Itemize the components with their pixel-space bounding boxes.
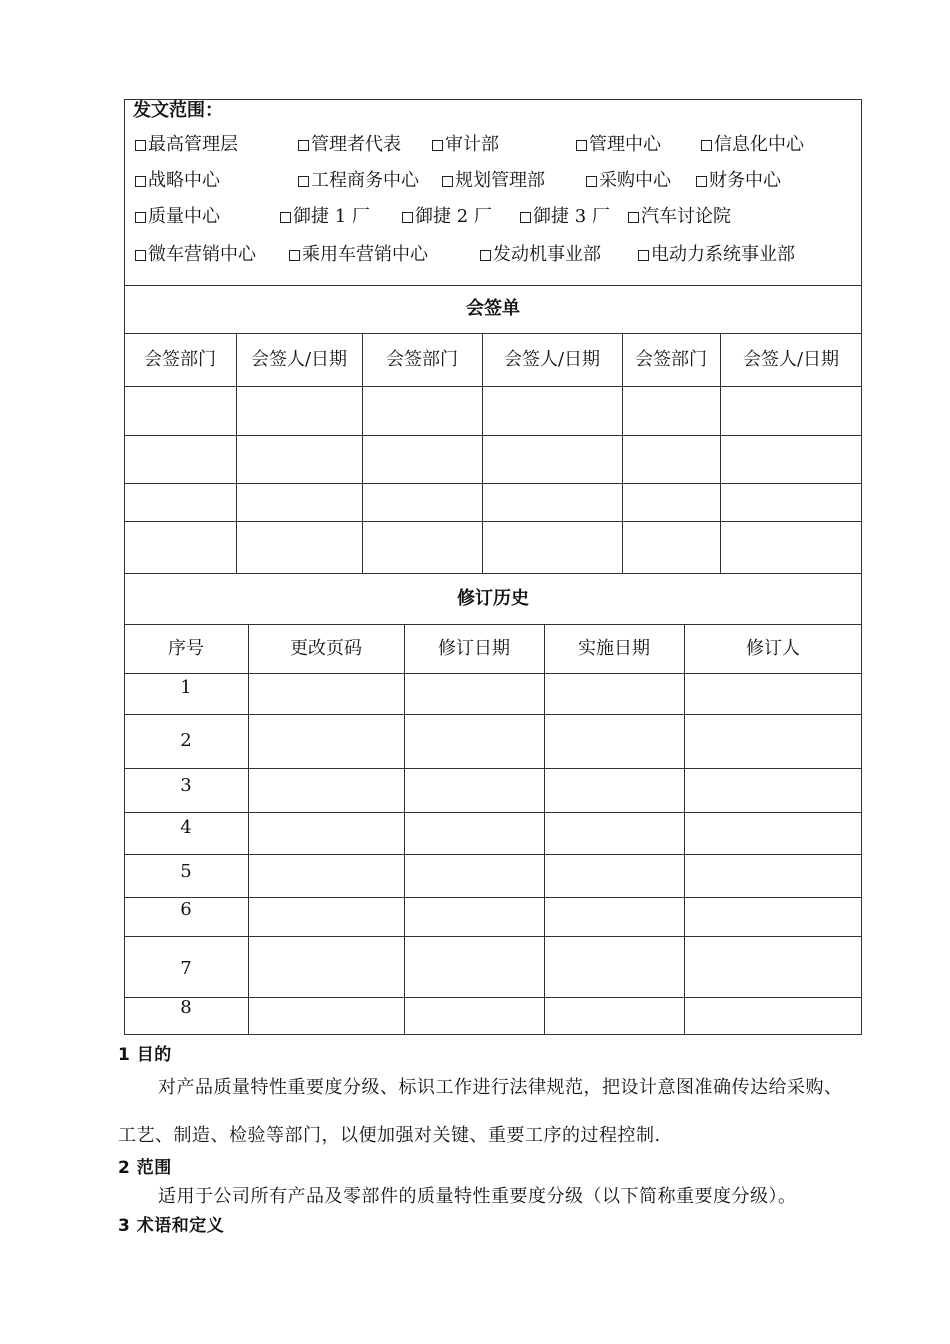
checkbox-item[interactable]: 质量中心 (135, 206, 220, 228)
checkbox-icon[interactable] (298, 140, 309, 151)
revision-row-number: 5 (180, 861, 192, 882)
checkbox-icon[interactable] (480, 250, 491, 261)
divider (124, 812, 862, 813)
distribution-title: 发文范围： (133, 100, 223, 121)
revision-header: 更改页码 (290, 638, 362, 659)
checkbox-item[interactable]: 发动机事业部 (480, 244, 601, 266)
checkbox-icon[interactable] (520, 212, 531, 223)
checkbox-item[interactable]: 御捷 3 厂 (520, 206, 610, 228)
divider (248, 624, 249, 1035)
checkbox-icon[interactable] (135, 140, 146, 151)
checkbox-icon[interactable] (696, 176, 707, 187)
revision-row-number: 7 (180, 958, 192, 979)
checkbox-item[interactable]: 微车营销中心 (135, 244, 256, 266)
divider (544, 624, 545, 1035)
revision-row-number: 3 (180, 775, 192, 796)
checkbox-item[interactable]: 战略中心 (135, 170, 220, 192)
checkbox-icon[interactable] (135, 250, 146, 261)
checkbox-item[interactable]: 财务中心 (696, 170, 781, 192)
section-1-title: 1 目的 (118, 1045, 172, 1065)
revision-row-number: 2 (180, 730, 192, 751)
checkbox-icon[interactable] (638, 250, 649, 261)
section-2-title: 2 范围 (118, 1158, 172, 1178)
divider (124, 936, 862, 937)
checkbox-item[interactable]: 管理者代表 (298, 134, 401, 156)
checkbox-icon[interactable] (402, 212, 413, 223)
checkbox-item[interactable]: 电动力系统事业部 (638, 244, 795, 266)
divider (124, 897, 862, 898)
checkbox-icon[interactable] (135, 212, 146, 223)
section-1-text: 对产品质量特性重要度分级、标识工作进行法律规范，把设计意图准确传达给采购、 (158, 1077, 843, 1098)
section-2-text: 适用于公司所有产品及零部件的质量特性重要度分级（以下简称重要度分级）。 (158, 1186, 797, 1207)
divider (124, 714, 862, 715)
divider (124, 624, 862, 625)
revision-header: 实施日期 (578, 638, 650, 659)
checkbox-item[interactable]: 信息化中心 (701, 134, 804, 156)
checkbox-item[interactable]: 御捷 2 厂 (402, 206, 492, 228)
divider (124, 673, 862, 674)
checkbox-icon[interactable] (289, 250, 300, 261)
section-1-text: 工艺、制造、检验等部门，以便加强对关键、重要工序的过程控制. (118, 1125, 661, 1146)
checkbox-icon[interactable] (576, 140, 587, 151)
countersign-header: 会签部门 (144, 349, 216, 370)
checkbox-item[interactable]: 御捷 1 厂 (280, 206, 370, 228)
countersign-title: 会签单 (466, 298, 520, 319)
checkbox-icon[interactable] (442, 176, 453, 187)
revision-header: 修订日期 (438, 638, 510, 659)
divider (404, 624, 405, 1035)
checkbox-item[interactable]: 汽车讨论院 (628, 206, 731, 228)
checkbox-item[interactable]: 最高管理层 (135, 134, 238, 156)
checkbox-item[interactable]: 规划管理部 (442, 170, 545, 192)
divider (684, 624, 685, 1035)
revision-header: 序号 (168, 638, 204, 659)
revision-row-number: 1 (180, 677, 192, 698)
divider (124, 573, 862, 574)
divider (124, 333, 862, 334)
checkbox-item[interactable]: 乘用车营销中心 (289, 244, 428, 266)
countersign-header: 会签人/日期 (503, 349, 601, 370)
countersign-header: 会签人/日期 (742, 349, 840, 370)
revision-header: 修订人 (746, 638, 800, 659)
countersign-header: 会签人/日期 (250, 349, 348, 370)
checkbox-icon[interactable] (135, 176, 146, 187)
revision-row-number: 6 (180, 899, 192, 920)
checkbox-icon[interactable] (586, 176, 597, 187)
revision-row-number: 8 (180, 997, 192, 1018)
checkbox-icon[interactable] (628, 212, 639, 223)
checkbox-item[interactable]: 采购中心 (586, 170, 671, 192)
checkbox-icon[interactable] (701, 140, 712, 151)
revision-title: 修订历史 (457, 588, 529, 609)
divider (124, 285, 862, 286)
checkbox-item[interactable]: 审计部 (432, 134, 499, 156)
divider (124, 386, 862, 387)
checkbox-icon[interactable] (432, 140, 443, 151)
section-3-title: 3 术语和定义 (118, 1216, 225, 1236)
document-table (124, 99, 862, 1035)
divider (124, 483, 862, 484)
checkbox-icon[interactable] (280, 212, 291, 223)
divider (124, 521, 862, 522)
divider (124, 768, 862, 769)
countersign-header: 会签部门 (386, 349, 458, 370)
countersign-header: 会签部门 (635, 349, 707, 370)
checkbox-icon[interactable] (298, 176, 309, 187)
divider (124, 435, 862, 436)
revision-row-number: 4 (180, 817, 192, 838)
checkbox-item[interactable]: 工程商务中心 (298, 170, 419, 192)
checkbox-item[interactable]: 管理中心 (576, 134, 661, 156)
divider (124, 854, 862, 855)
